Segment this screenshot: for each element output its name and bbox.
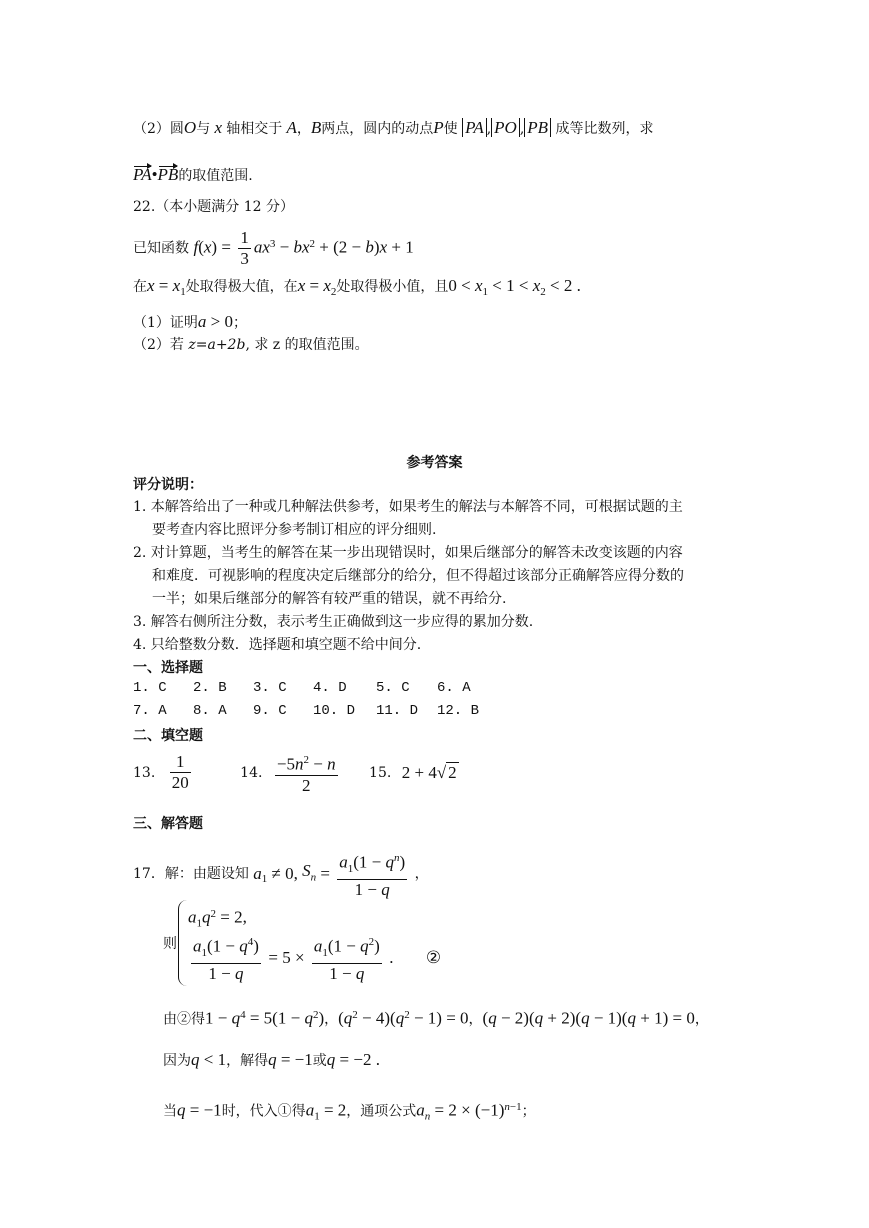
mc-answer: 3. C [253, 680, 287, 696]
q17-then-label: 则 [163, 936, 177, 952]
section-multiple-choice: 一、选择题 [133, 660, 203, 676]
q21-part2-line1: （2）圆O与 x 轴相交于 A，B两点，圆内的动点P使 PA , PO , PB 成等比数列，求 [133, 118, 654, 137]
fill-answers: 13. $\frac{1}{20}$ 14. $\frac{-5n^2 - n}{2}$ 15. 2 + 4√ 2 [133, 750, 459, 796]
q17-intro: 17．解：由题设知 $a_1 \ne 0$, $S_n$ = $\frac{a_1(1 - q^n)}{1 - q}$ ， [133, 848, 429, 900]
mc-answer: 7. A [133, 703, 167, 719]
mc-answer: 6. A [437, 680, 471, 696]
mc-answer: 8. A [193, 703, 227, 719]
mc-answer: 10. D [313, 703, 356, 719]
mc-answer: 1. C [133, 680, 167, 696]
q22-condition: 在$x = x_1$处取得极大值，在$x = x_2$处取得极小值，且$0 < x_1 < 1 < x_2 < 2$ . [133, 276, 581, 298]
note-line: 4. 只给整数分数．选择题和填空题不给中间分. [133, 637, 422, 653]
q17-step1: 由②得$1 - q^4 = 5(1 - q^2)$，$(q^2 - 4)(q^2 - 1) = 0$，(q − 2)(q + 2)(q − 1)(q + 1) = 0， [163, 1008, 709, 1028]
mc-answer: 5. C [376, 680, 410, 696]
note-line: 1. 本解答给出了一种或几种解法供参考，如果考生的解法与本解答不同，可根据试题的主 [133, 499, 683, 515]
mc-answer: 2. B [193, 680, 227, 696]
q17-step2: 因为q < 1，解得q = −1或q = −2 . [163, 1050, 380, 1069]
note-line: 和难度．可视影响的程度决定后继部分的给分，但不得超过该部分正确解答应得分数的 [152, 568, 684, 584]
note-line: 一半；如果后继部分的解答有较严重的错误，就不再给分. [152, 591, 507, 607]
mc-answer: 9. C [253, 703, 287, 719]
scoring-heading: 评分说明： [133, 477, 203, 493]
note-line: 要考查内容比照评分参考制订相应的评分细则. [152, 522, 437, 538]
section-fill-in: 二、填空题 [133, 728, 203, 744]
answers-title: 参考答案 [406, 455, 463, 471]
system-brace [178, 900, 188, 986]
note-line: 2. 对计算题，当考生的解答在某一步出现错误时，如果后继部分的解答未改变该题的内容 [133, 545, 683, 561]
mc-answer: 11. D [376, 703, 419, 719]
q21-part2-line2: PA•PB的取值范围. [133, 165, 253, 184]
q22-function: 已知函数 f(x) = $\frac{1}{3}$ $ax^3 - bx^2 + (2 - b)x + 1$ [133, 228, 414, 268]
q22-part1: （1）证明a > 0； [133, 312, 248, 331]
q17-step3: 当q = −1时，代入①得$a_1 = 2$，通项公式$a_n = 2 \times (-1)^{n-1}$； [163, 1100, 536, 1123]
q17-eq2: $\frac{a_1(1 - q^4)}{1 - q}$ = 5 × $\frac{a_1(1 - q^2)}{1 - q}$ . ② [188, 932, 441, 984]
section-solutions: 三、解答题 [133, 816, 203, 832]
mc-answer: 12. B [437, 703, 480, 719]
q22-part2: （2）若 z=a+2b, 求 z 的取值范围。 [133, 337, 369, 353]
mc-answer: 4. D [313, 680, 347, 696]
note-line: 3. 解答右侧所注分数，表示考生正确做到这一步应得的累加分数. [133, 614, 534, 630]
q22-header: 22.（本小题满分 12 分） [133, 199, 294, 215]
q17-eq1: $a_1q^2 = 2$, [188, 907, 247, 930]
